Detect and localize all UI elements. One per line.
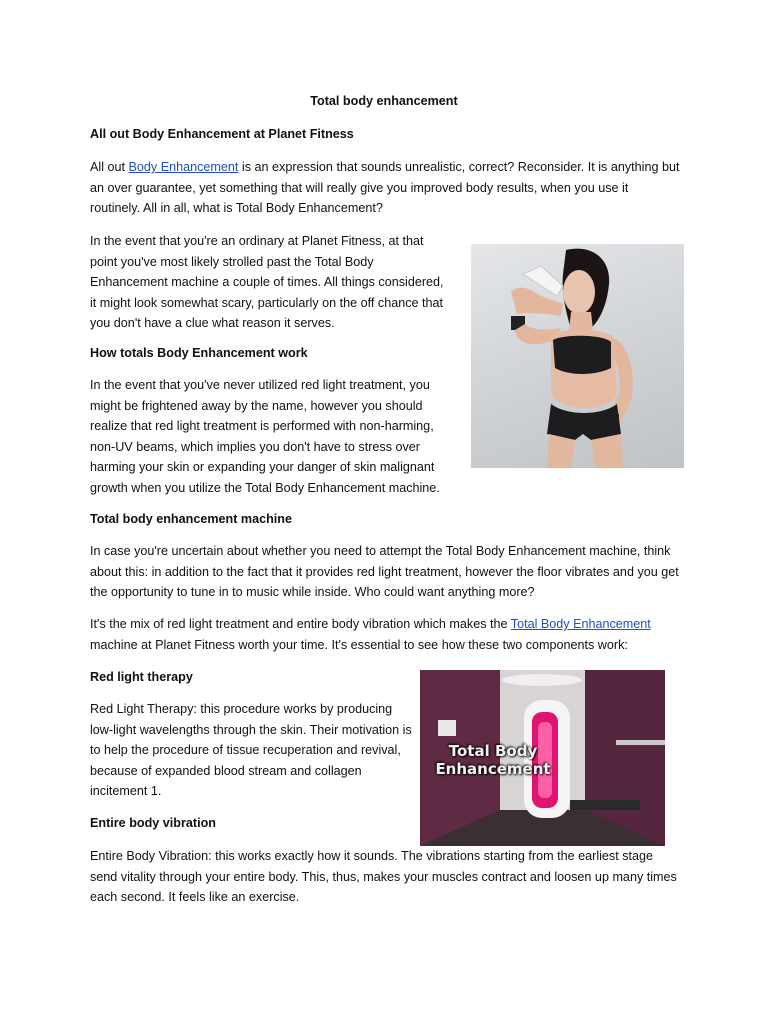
heading-red-light-therapy: Red light therapy [90,670,193,684]
body-enhancement-link[interactable]: Body Enhancement [128,160,239,174]
paragraph-mix [90,614,680,655]
woman-illustration [471,244,684,468]
intro-text-start: All out [90,160,129,174]
mix-text-start: It's the mix of red light treatment and entire body vibration which makes the [90,617,511,631]
paragraph-intro [90,157,680,219]
paragraph-red-light-intro: In the event that you've never utilized red light treatment, you might be frightened away by the name, however you should realize that red light treatment is performed with non-harming, non-UV beams, which implies you don't have to stress over harming your skin or expanding your danger of skin malignant growth when you utilize the Total Body Enhancement machine. [90,378,440,495]
page-title: Total body enhancement [310,94,458,108]
paragraph-red-light-therapy: Red Light Therapy: this procedure works by producing low-light wavelengths through the skin. Their motivation is to help the procedure of tissue recuperation and revival, because of expanded blood stream and collagen incitement 1. [90,702,412,799]
woman-drinking-photo [471,244,684,468]
heading-entire-body-vibration: Entire body vibration [90,816,216,830]
paragraph-entire-body-vibration: Entire Body Vibration: this works exactly how it sounds. The vibrations starting from the earliest stage send vitality through your entire body. This, thus, makes your muscles contract and loosen up many times each second. It feels like an exercise. [90,849,677,905]
paragraph-uncertain: In case you're uncertain about whether you need to attempt the Total Body Enhancement machine, think about this: in addition to the fact that it provides red light treatment, however the floor vibrates and you get the opportunity to tune in to music while inside. Who could want anything more? [90,544,679,600]
mix-text-end: machine at Planet Fitness worth your time. It's essential to see how these two components work: [90,637,628,652]
heading-machine: Total body enhancement machine [90,512,293,526]
overlay-line-1: Total Body [448,742,538,760]
total-body-enhancement-link[interactable]: Total Body Enhancement [510,617,651,631]
total-body-enhancement-photo [420,670,665,846]
heading-planet-fitness: All out Body Enhancement at Planet Fitness [90,127,354,141]
heading-how-it-works: How totals Body Enhancement work [90,346,308,360]
paragraph-ordinary: In the event that you're an ordinary at Planet Fitness, at that point you've most likely strolled past the Total Body Enhancement machine a couple of times. All things considered, it might look somewhat scary, particularly on the off chance that you don't have a clue what reason it serves. [90,234,444,331]
overlay-line-2: Enhancement [435,760,551,778]
machine-overlay-title [428,742,558,778]
intro-text-end: is an expression that sounds unrealistic, correct? Reconsider. It is anything but an over guarantee, yet something that will really give you improved body results, when you use it routinely. All in all, what is Total Body Enhancement? [90,160,680,216]
